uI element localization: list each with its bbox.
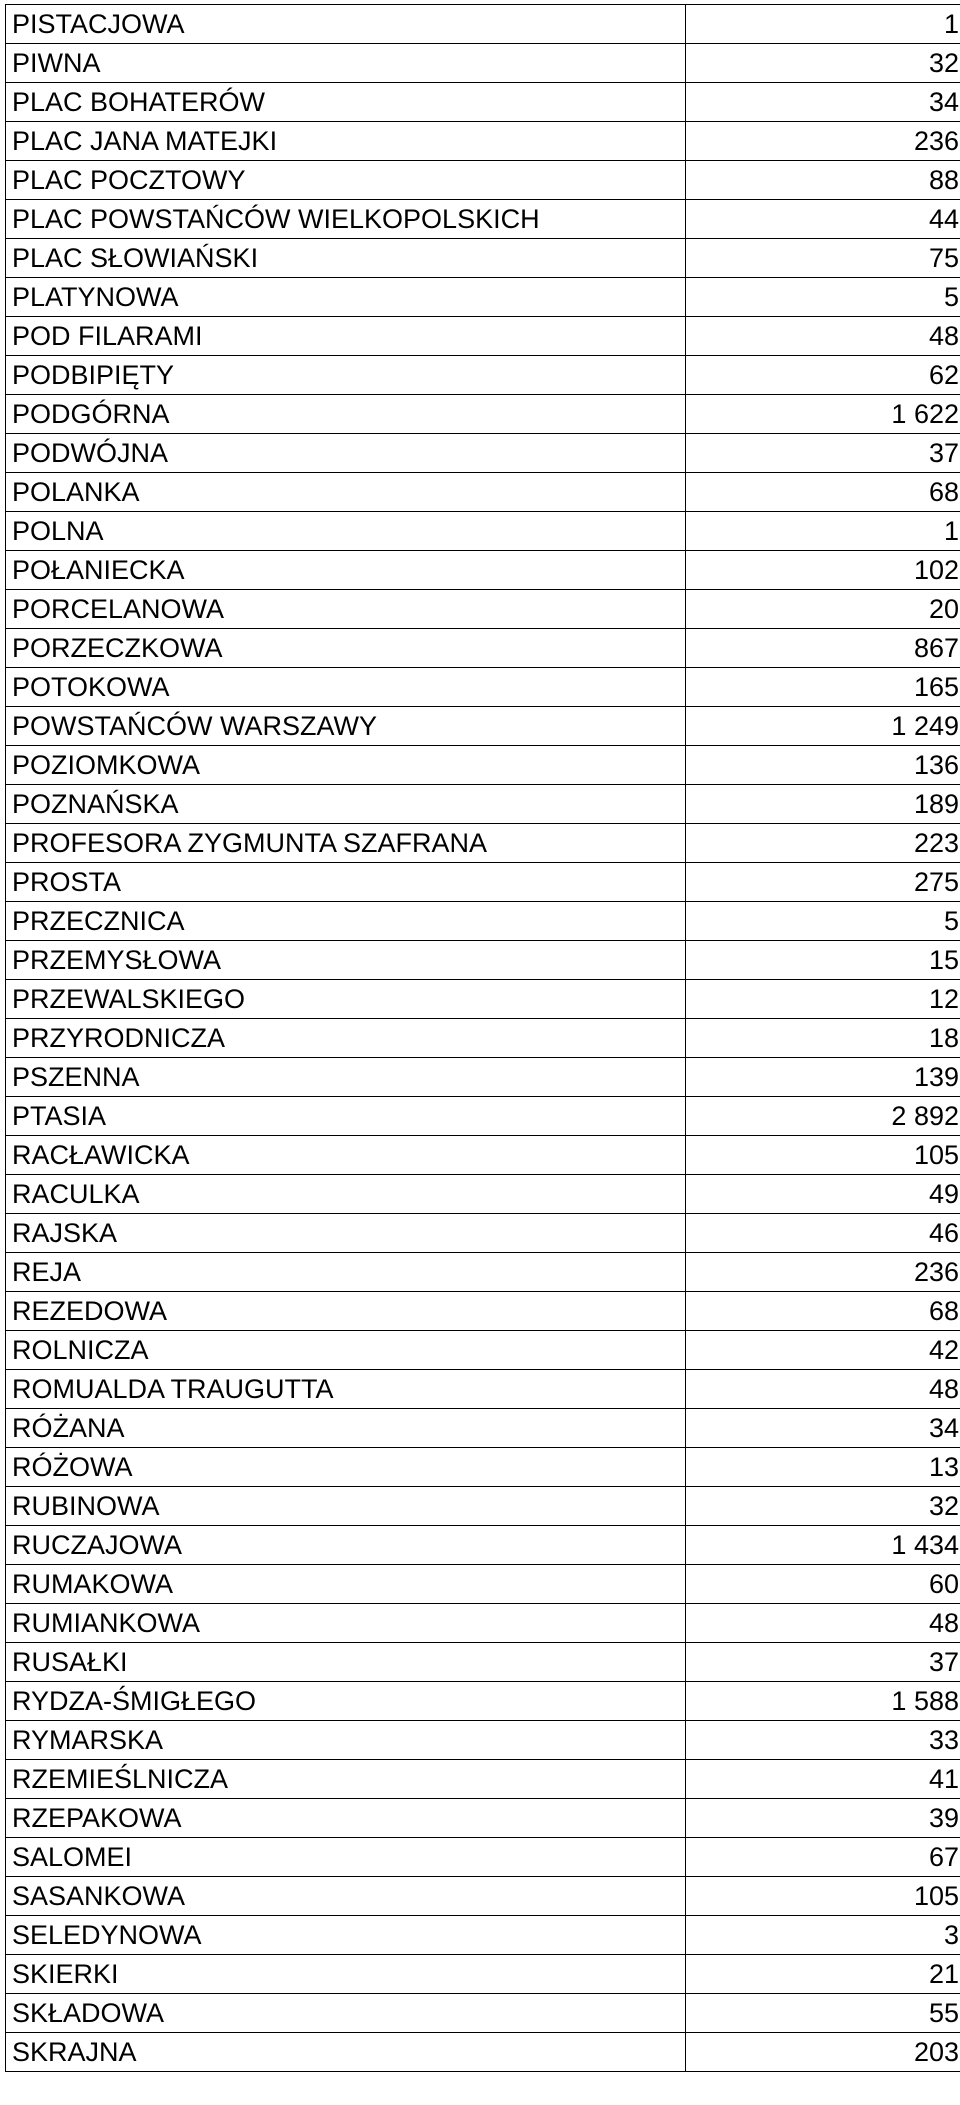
table-row	[6, 239, 960, 278]
count-cell: 41	[686, 1760, 960, 1799]
count-cell: 49	[686, 1175, 960, 1214]
count-cell: 32	[686, 1487, 960, 1526]
table-row	[6, 1838, 960, 1877]
table-row	[6, 1877, 960, 1916]
table-row	[6, 434, 960, 473]
table-row	[6, 122, 960, 161]
street-name-cell: SELEDYNOWA	[6, 1916, 686, 1955]
count-cell: 165	[686, 668, 960, 707]
street-name-cell: PLAC JANA MATEJKI	[6, 122, 686, 161]
street-name-cell: PRZEMYSŁOWA	[6, 941, 686, 980]
street-name-cell: ROMUALDA TRAUGUTTA	[6, 1370, 686, 1409]
table-row	[6, 1136, 960, 1175]
table-row	[6, 356, 960, 395]
count-cell: 867	[686, 629, 960, 668]
street-name-cell: POZNAŃSKA	[6, 785, 686, 824]
table-row	[6, 1955, 960, 1994]
count-cell: 44	[686, 200, 960, 239]
street-name-cell: PTASIA	[6, 1097, 686, 1136]
street-name-cell: PLAC BOHATERÓW	[6, 83, 686, 122]
table-row	[6, 1409, 960, 1448]
table-row	[6, 746, 960, 785]
street-name-cell: PRZECZNICA	[6, 902, 686, 941]
count-cell: 1 434	[686, 1526, 960, 1565]
street-name-cell: POWSTAŃCÓW WARSZAWY	[6, 707, 686, 746]
street-name-cell: SKRAJNA	[6, 2033, 686, 2072]
street-name-cell: PROFESORA ZYGMUNTA SZAFRANA	[6, 824, 686, 863]
count-cell: 37	[686, 434, 960, 473]
street-name-cell: SALOMEI	[6, 1838, 686, 1877]
street-name-cell: RUBINOWA	[6, 1487, 686, 1526]
street-name-cell: RÓŻOWA	[6, 1448, 686, 1487]
table-row	[6, 590, 960, 629]
street-name-cell: PRZYRODNICZA	[6, 1019, 686, 1058]
table-row	[6, 83, 960, 122]
street-count-table	[5, 4, 960, 2072]
table-row	[6, 1682, 960, 1721]
street-name-cell: REZEDOWA	[6, 1292, 686, 1331]
count-cell: 18	[686, 1019, 960, 1058]
street-name-cell: RUSAŁKI	[6, 1643, 686, 1682]
count-cell: 1 622	[686, 395, 960, 434]
count-cell: 139	[686, 1058, 960, 1097]
table-row	[6, 1175, 960, 1214]
street-name-cell: PROSTA	[6, 863, 686, 902]
table-row	[6, 1799, 960, 1838]
street-name-cell: RUCZAJOWA	[6, 1526, 686, 1565]
street-name-cell: SKIERKI	[6, 1955, 686, 1994]
count-cell: 32	[686, 44, 960, 83]
table-row	[6, 278, 960, 317]
count-cell: 75	[686, 239, 960, 278]
count-cell: 67	[686, 1838, 960, 1877]
table-row	[6, 200, 960, 239]
count-cell: 46	[686, 1214, 960, 1253]
street-name-cell: RACULKA	[6, 1175, 686, 1214]
count-cell: 68	[686, 1292, 960, 1331]
count-cell: 62	[686, 356, 960, 395]
table-row	[6, 1643, 960, 1682]
street-name-cell: RUMIANKOWA	[6, 1604, 686, 1643]
street-table-container	[5, 4, 957, 2072]
count-cell: 136	[686, 746, 960, 785]
table-row	[6, 1370, 960, 1409]
count-cell: 5	[686, 278, 960, 317]
table-row	[6, 980, 960, 1019]
table-row	[6, 1487, 960, 1526]
street-name-cell: POLNA	[6, 512, 686, 551]
table-row	[6, 629, 960, 668]
table-row	[6, 1253, 960, 1292]
street-name-cell: PLAC POCZTOWY	[6, 161, 686, 200]
street-name-cell: RYDZA-ŚMIGŁEGO	[6, 1682, 686, 1721]
street-name-cell: RACŁAWICKA	[6, 1136, 686, 1175]
table-row	[6, 824, 960, 863]
count-cell: 88	[686, 161, 960, 200]
table-row	[6, 707, 960, 746]
count-cell: 275	[686, 863, 960, 902]
table-row	[6, 1292, 960, 1331]
count-cell: 21	[686, 1955, 960, 1994]
count-cell: 48	[686, 1604, 960, 1643]
count-cell: 105	[686, 1136, 960, 1175]
street-name-cell: PLAC SŁOWIAŃSKI	[6, 239, 686, 278]
count-cell: 236	[686, 122, 960, 161]
count-cell: 203	[686, 2033, 960, 2072]
table-row	[6, 1448, 960, 1487]
count-cell: 34	[686, 1409, 960, 1448]
street-name-cell: RAJSKA	[6, 1214, 686, 1253]
table-row	[6, 2033, 960, 2072]
table-row	[6, 902, 960, 941]
street-name-cell: POD FILARAMI	[6, 317, 686, 356]
table-row	[6, 785, 960, 824]
table-row	[6, 1760, 960, 1799]
table-row	[6, 668, 960, 707]
count-cell: 1	[686, 5, 960, 44]
street-name-cell: PLAC POWSTAŃCÓW WIELKOPOLSKICH	[6, 200, 686, 239]
table-row	[6, 1604, 960, 1643]
count-cell: 34	[686, 83, 960, 122]
count-cell: 42	[686, 1331, 960, 1370]
count-cell: 55	[686, 1994, 960, 2033]
table-row	[6, 1526, 960, 1565]
table-row	[6, 551, 960, 590]
count-cell: 20	[686, 590, 960, 629]
count-cell: 13	[686, 1448, 960, 1487]
street-name-cell: REJA	[6, 1253, 686, 1292]
table-row	[6, 161, 960, 200]
count-cell: 1 588	[686, 1682, 960, 1721]
street-name-cell: PODGÓRNA	[6, 395, 686, 434]
table-row	[6, 1019, 960, 1058]
table-row	[6, 941, 960, 980]
street-name-cell: PODBIPIĘTY	[6, 356, 686, 395]
table-row	[6, 1721, 960, 1760]
street-name-cell: RÓŻANA	[6, 1409, 686, 1448]
street-name-cell: PLATYNOWA	[6, 278, 686, 317]
count-cell: 223	[686, 824, 960, 863]
table-body	[6, 5, 960, 2072]
count-cell: 33	[686, 1721, 960, 1760]
street-name-cell: ROLNICZA	[6, 1331, 686, 1370]
count-cell: 68	[686, 473, 960, 512]
count-cell: 48	[686, 1370, 960, 1409]
count-cell: 3	[686, 1916, 960, 1955]
table-row	[6, 1331, 960, 1370]
street-name-cell: PODWÓJNA	[6, 434, 686, 473]
count-cell: 236	[686, 1253, 960, 1292]
street-name-cell: RZEMIEŚLNICZA	[6, 1760, 686, 1799]
count-cell: 48	[686, 317, 960, 356]
count-cell: 1	[686, 512, 960, 551]
count-cell: 102	[686, 551, 960, 590]
table-row	[6, 317, 960, 356]
street-name-cell: RUMAKOWA	[6, 1565, 686, 1604]
table-row	[6, 5, 960, 44]
street-name-cell: POŁANIECKA	[6, 551, 686, 590]
table-row	[6, 1916, 960, 1955]
table-row	[6, 512, 960, 551]
count-cell: 105	[686, 1877, 960, 1916]
count-cell: 5	[686, 902, 960, 941]
street-name-cell: SASANKOWA	[6, 1877, 686, 1916]
table-row	[6, 395, 960, 434]
table-row	[6, 1994, 960, 2033]
table-row	[6, 863, 960, 902]
table-row	[6, 1097, 960, 1136]
table-row	[6, 1214, 960, 1253]
count-cell: 189	[686, 785, 960, 824]
street-name-cell: PISTACJOWA	[6, 5, 686, 44]
street-name-cell: SKŁADOWA	[6, 1994, 686, 2033]
street-name-cell: RZEPAKOWA	[6, 1799, 686, 1838]
count-cell: 39	[686, 1799, 960, 1838]
count-cell: 2 892	[686, 1097, 960, 1136]
street-name-cell: PIWNA	[6, 44, 686, 83]
count-cell: 37	[686, 1643, 960, 1682]
table-row	[6, 44, 960, 83]
table-row	[6, 1058, 960, 1097]
street-name-cell: PRZEWALSKIEGO	[6, 980, 686, 1019]
count-cell: 15	[686, 941, 960, 980]
table-row	[6, 473, 960, 512]
street-name-cell: PORCELANOWA	[6, 590, 686, 629]
street-name-cell: RYMARSKA	[6, 1721, 686, 1760]
street-name-cell: POZIOMKOWA	[6, 746, 686, 785]
count-cell: 1 249	[686, 707, 960, 746]
count-cell: 12	[686, 980, 960, 1019]
street-name-cell: POTOKOWA	[6, 668, 686, 707]
street-name-cell: PSZENNA	[6, 1058, 686, 1097]
table-row	[6, 1565, 960, 1604]
street-name-cell: PORZECZKOWA	[6, 629, 686, 668]
street-name-cell: POLANKA	[6, 473, 686, 512]
count-cell: 60	[686, 1565, 960, 1604]
